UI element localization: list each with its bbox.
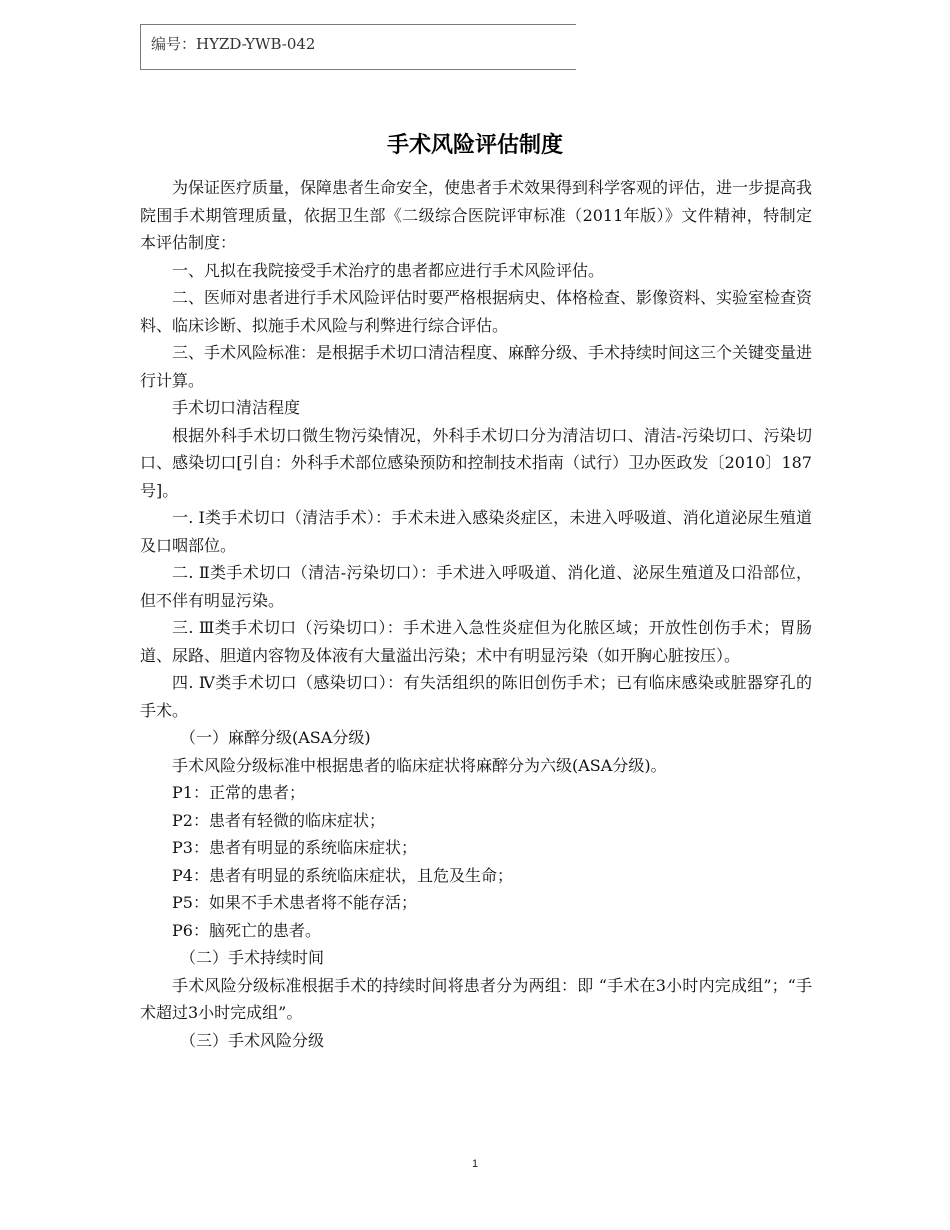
intro-paragraph: 为保证医疗质量，保障患者生命安全，使患者手术效果得到科学客观的评估，进一步提高我院围手术期管理质量，依据卫生部《二级综合医院评审标准（2011年版）》文件精神，特制定本评估制度： <box>140 178 813 252</box>
asa-level-p4: P4：患者有明显的系统临床症状，且危及生命； <box>172 865 513 885</box>
rule-paragraph-1: 一、凡拟在我院接受手术治疗的患者都应进行手术风险评估。 <box>172 260 605 280</box>
asa-level-p2: P2：患者有轻微的临床症状； <box>172 810 385 830</box>
rule-paragraph-2: 二、医师对患者进行手术风险评估时要严格根据病史、体格检查、影像资料、实验室检查资料、临床诊断、拟施手术风险与利弊进行综合评估。 <box>140 288 813 335</box>
anesthesia-description: 手术风险分级标准中根据患者的临床症状将麻醉分为六级(ASA分级)。 <box>172 755 667 775</box>
asa-level-p6: P6：脑死亡的患者。 <box>172 920 321 940</box>
section-heading-incision: 手术切口清洁程度 <box>172 398 301 417</box>
document-body <box>140 174 812 1054</box>
section-heading-risk-grading: （三）手术风险分级 <box>180 1030 325 1050</box>
page-number: 1 <box>471 1158 479 1170</box>
asa-level-p5: P5：如果不手术患者将不能存活； <box>172 893 417 912</box>
asa-level-p1: P1：正常的患者； <box>172 783 305 802</box>
document-title: 手术风险评估制度 <box>386 133 563 158</box>
section-heading-anesthesia: （一）麻醉分级(ASA分级) <box>180 728 371 747</box>
incision-class-1: 一. Ⅰ类手术切口（清洁手术）：手术未进入感染炎症区，未进入呼吸道、消化道泌尿生殖道及口咽部位。 <box>140 508 812 555</box>
incision-class-4: 四. Ⅳ类手术切口（感染切口）：有失活组织的陈旧创伤手术；已有临床感染或脏器穿孔的手术。 <box>140 673 812 720</box>
incision-class-3: 三. Ⅲ类手术切口（污染切口）：手术进入急性炎症但为化脓区域；开放性创伤手术；胃肠道、尿路、胆道内容物及体液有大量溢出污染；术中有明显污染（如开胸心脏按压）。 <box>140 618 812 665</box>
document-number: 编号：HYZD-YWB-042 <box>151 35 316 53</box>
section-heading-duration: （二）手术持续时间 <box>180 948 325 967</box>
rule-paragraph-3: 三、手术风险标准：是根据手术切口清洁程度、麻醉分级、手术持续时间这三个关键变量进行计算。 <box>140 343 813 390</box>
duration-description: 手术风险分级标准根据手术的持续时间将患者分为两组：即 “手术在3小时内完成组”；“手术超过3小时完成组”。 <box>140 975 812 1022</box>
document-number-box <box>140 24 576 70</box>
incision-description: 根据外科手术切口微生物污染情况，外科手术切口分为清洁切口、清洁-污染切口、污染切口、感染切口[引自：外科手术部位感染预防和控制技术指南（试行）卫办医政发〔2010〕187号]。 <box>140 425 812 500</box>
asa-level-p3: P3：患者有明显的系统临床症状； <box>172 838 417 857</box>
incision-class-2: 二. Ⅱ类手术切口（清洁-污染切口）：手术进入呼吸道、消化道、泌尿生殖道及口沿部位，但不伴有明显污染。 <box>140 563 812 610</box>
